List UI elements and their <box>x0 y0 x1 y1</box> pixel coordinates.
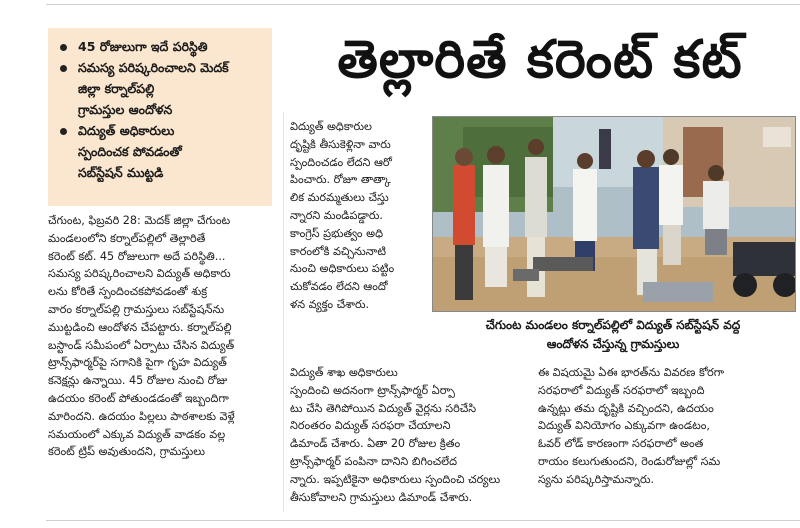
bullet-icon <box>60 65 67 72</box>
photo-caption-line: చేగుంట మండలం కర్నాల్‌పల్లిలో విద్యుత్ సబ్‌స్టేషన్ వద్ద <box>485 318 741 332</box>
news-photo <box>432 116 796 312</box>
article-column-2 <box>290 118 426 314</box>
article-line: లిక మరమ్మతులు చేస్తు <box>290 191 389 205</box>
article-line: మండలంలోని కర్నాల్‌పల్లిలో తెల్లారితే <box>48 231 206 245</box>
article-column-1 <box>48 212 276 461</box>
article-line: రాయం కలుగుతుందని, రెండురోజుల్లో సమ <box>538 454 721 468</box>
summary-bullet-continuation <box>58 162 264 183</box>
summary-bullet <box>58 36 264 57</box>
article-line: న్నారు. ఇప్పటికైనా అధికారులు స్పందించి చర్యలు <box>290 472 501 486</box>
summary-bullet-text: స్పందించక పోవడంతో <box>78 144 182 159</box>
article-line: సమస్య పరిష్కరించాలని విద్యుత్ అధికారు <box>48 267 231 281</box>
article-column-3 <box>290 364 524 506</box>
summary-bullet-text: గ్రామస్తుల ఆందోళన <box>78 102 173 117</box>
article-line: వారం కర్నాల్‌పల్లి గ్రామస్తులు సబ్‌స్టేషన్‌ను <box>48 302 225 316</box>
summary-bullet-list <box>48 28 272 183</box>
article-line: చేగుంట, ఫిబ్రవరి 28: మెదక్ జిల్లా చేగుంట <box>48 214 231 227</box>
article-line: కరెంట్ కట్. 45 రోజులుగా అదే పరిస్థితి... <box>48 249 226 263</box>
summary-bullet <box>58 57 264 78</box>
article-line: పించారు. రోజూ తాత్కా <box>290 173 391 187</box>
article-line: విద్యుత్ అధికారుల <box>290 120 372 133</box>
column-divider <box>283 112 284 512</box>
bullet-icon <box>60 128 67 135</box>
summary-bullet-text: విద్యుత్ అధికారులు <box>78 123 175 138</box>
summary-bullet-text: 45 రోజులుగా ఇదే పరిస్థితి <box>78 39 208 54</box>
summary-bullet-continuation <box>58 78 264 99</box>
headline: తెల్లారితే కరెంట్ కట్ <box>337 30 743 90</box>
article-line: డిమాండ్ చేశారు. ఏతా 20 రోజుల క్రితం <box>290 437 461 451</box>
summary-bullet-text: సబ్‌స్టేషన్ ముట్టడి <box>78 165 164 180</box>
article-line: కనెక్షన్లు ఉన్నాయి. 45 రోజుల నుంచి రోజు <box>48 374 228 388</box>
article-column-4 <box>538 364 794 489</box>
summary-bullet-continuation <box>58 99 264 120</box>
article-line: సమయంలో ఎక్కువ విద్యుత్ వాడకం వల్ల <box>48 427 226 441</box>
article-line: ట్రాన్స్‌ఫార్మర్‌పై సగానికి పైగా గృహ విద్యుత్ <box>48 356 227 370</box>
article-line: కారంలోకి వచ్చినునాటి <box>290 244 386 258</box>
summary-bullet <box>58 120 264 141</box>
article-line: విద్యుత్ వినియోగం ఎక్కువగా ఉండటం, <box>538 419 710 433</box>
top-rule <box>46 4 800 5</box>
article-line: స్పందించడం లేదని ఆరో <box>290 155 392 169</box>
article-line: మారిందని. ఉదయం పిల్లలు పాఠశాలకు వెళ్లే <box>48 409 235 423</box>
article-line: విద్యుత్ శాఖ అధికారులు <box>290 366 398 379</box>
photo-caption-line: ఆందోళన చేస్తున్న గ్రామస్తులు <box>546 337 680 351</box>
article-line: తీసుకోవాలని గ్రామస్తులు డిమాండ్ చేశారు. <box>290 490 473 504</box>
article-line: సరఫరాలో విద్యుత్ సరఫరాలో ఇబ్బంది <box>538 383 705 397</box>
article-line: బస్టాండ్ సమీపంలో ఏర్పాటు చేసిన విద్యుత్ <box>48 338 235 352</box>
article-line: కరెంట్ ట్రిప్ అవుతుందని, గ్రామస్తులు <box>48 445 206 459</box>
article-line: నిరంతరం విద్యుత్ సరఫరా చేయాలని <box>290 419 451 433</box>
article-line: న్నారని మండిపడ్డారు. <box>290 208 383 222</box>
article-line: చుకోవడం లేదని ఆందో <box>290 280 388 294</box>
article-line: ఉన్నట్లు తమ దృష్టికి వచ్చిందని, ఉదయం <box>538 401 714 415</box>
protest-photo-illustration <box>433 117 795 311</box>
article-line: నుంచి అధికారులు పట్టిం <box>290 262 395 276</box>
article-line: దృష్టికి తీసుకెళ్లినా వారు <box>290 137 391 151</box>
article-line: ట్రాన్స్‌ఫార్మర్ పంపినా దానిని బిగించలేద <box>290 454 457 468</box>
article-line: ముట్టడించి ఆందోళన చేపట్టారు. కర్నాల్‌పల్లి <box>48 320 232 334</box>
summary-bullet-text: జిల్లా కర్నాల్‌పల్లి <box>78 81 155 96</box>
article-line: స్పందించి అదనంగా ట్రాన్స్‌ఫార్మర్ ఏర్పా <box>290 383 455 397</box>
article-line: కాంగ్రెస్ ప్రభుత్వం అధి <box>290 226 383 240</box>
summary-box <box>48 28 272 206</box>
article-line: ఉదయం కరెంట్ పోతుండడంతో ఇబ్బందిగా <box>48 391 229 405</box>
photo-caption <box>432 316 794 354</box>
article-line: ఓవర్ లోడ్ కారణంగా సరఫరాలో అంత <box>538 437 704 451</box>
bottom-rule <box>46 520 800 521</box>
bullet-icon <box>60 44 67 51</box>
article-line: టు చేసి తెగిపోయిన విద్యుత్ వైర్లను సరిచేసి <box>290 401 477 415</box>
summary-bullet-text: సమస్య పరిష్కరించాలని మెదక్ <box>78 60 229 75</box>
article-line: ళన వ్యక్తం చేశారు. <box>290 297 370 311</box>
article-line: స్యను పరిష్కరిస్తామన్నారు. <box>538 472 655 486</box>
summary-bullet-continuation <box>58 141 264 162</box>
article-line: లను కోరితే స్పందించకపోవడంతో శుక్ర <box>48 285 208 299</box>
article-line: ఈ విషయమై ఏఈ భారత్‌ను వివరణ కోరగా <box>538 366 725 379</box>
